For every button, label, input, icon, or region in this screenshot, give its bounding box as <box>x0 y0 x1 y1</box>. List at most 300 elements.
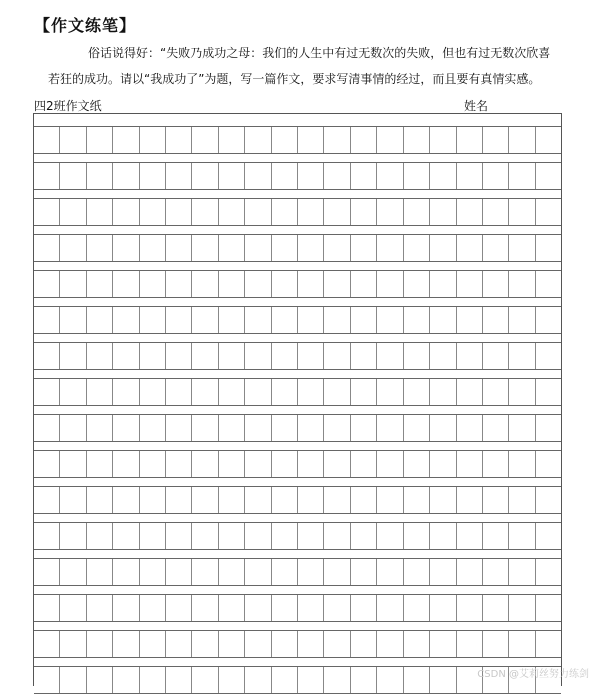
grid-cell <box>166 487 192 513</box>
grid-cell <box>430 487 456 513</box>
grid-cell <box>404 667 430 693</box>
grid-cell <box>272 379 298 405</box>
grid-cell <box>219 307 245 333</box>
grid-cell <box>483 235 509 261</box>
grid-cell <box>166 415 192 441</box>
grid-row <box>34 414 561 442</box>
grid-cell <box>245 667 271 693</box>
grid-cell <box>219 415 245 441</box>
grid-cell <box>298 343 324 369</box>
grid-cell <box>219 451 245 477</box>
grid-cell <box>324 379 350 405</box>
grid-cell <box>245 595 271 621</box>
grid-cell <box>60 415 86 441</box>
grid-cell <box>245 559 271 585</box>
grid-cell <box>87 199 113 225</box>
grid-cell <box>298 451 324 477</box>
grid-cell <box>298 199 324 225</box>
grid-cell <box>272 163 298 189</box>
grid-cell <box>219 163 245 189</box>
grid-cell <box>457 595 483 621</box>
grid-cell <box>87 307 113 333</box>
grid-cell <box>87 667 113 693</box>
grid-cell <box>192 631 218 657</box>
grid-cell <box>272 559 298 585</box>
grid-cell <box>192 163 218 189</box>
grid-cell <box>113 307 139 333</box>
grid-cell <box>219 487 245 513</box>
grid-cell <box>377 343 403 369</box>
grid-cell <box>60 667 86 693</box>
grid-cell <box>113 523 139 549</box>
grid-cell <box>430 559 456 585</box>
grid-cell <box>113 343 139 369</box>
grid-cell <box>192 667 218 693</box>
grid-cell <box>298 523 324 549</box>
grid-cell <box>298 379 324 405</box>
grid-cell <box>166 667 192 693</box>
grid-cell <box>140 487 166 513</box>
grid-cell <box>34 163 60 189</box>
grid-cell <box>324 163 350 189</box>
grid-cell <box>113 163 139 189</box>
grid-cell <box>404 343 430 369</box>
grid-cell <box>60 199 86 225</box>
grid-cell <box>219 235 245 261</box>
grid-cell <box>140 343 166 369</box>
grid-cell <box>298 307 324 333</box>
grid-cell <box>377 127 403 153</box>
grid-cell <box>483 631 509 657</box>
grid-cell <box>140 127 166 153</box>
grid-cell <box>351 127 377 153</box>
grid-cell <box>272 595 298 621</box>
grid-cell <box>219 559 245 585</box>
grid-cell <box>34 523 60 549</box>
grid-cell <box>324 271 350 297</box>
grid-cell <box>483 595 509 621</box>
grid-cell <box>483 379 509 405</box>
grid-cell <box>192 415 218 441</box>
grid-cell <box>509 415 535 441</box>
grid-cell <box>192 379 218 405</box>
grid-cell <box>140 199 166 225</box>
grid-cell <box>60 163 86 189</box>
name-label: 姓名 <box>464 99 489 113</box>
grid-cell <box>483 523 509 549</box>
grid-cell <box>457 343 483 369</box>
grid-cell <box>60 487 86 513</box>
grid-cell <box>536 343 561 369</box>
grid-cell <box>483 307 509 333</box>
grid-cell <box>457 127 483 153</box>
grid-cell <box>298 487 324 513</box>
grid-cell <box>377 559 403 585</box>
grid-cell <box>430 127 456 153</box>
grid-cell <box>351 235 377 261</box>
grid-cell <box>404 415 430 441</box>
grid-cell <box>324 667 350 693</box>
grid-cell <box>430 523 456 549</box>
grid-cell <box>430 235 456 261</box>
grid-cell <box>166 235 192 261</box>
grid-cell <box>483 199 509 225</box>
watermark: CSDN @艾莉丝努力练剑 <box>477 669 589 680</box>
grid-cell <box>140 415 166 441</box>
grid-row <box>34 198 561 226</box>
grid-cell <box>272 523 298 549</box>
grid-cell <box>430 199 456 225</box>
grid-cell <box>34 199 60 225</box>
grid-cell <box>457 235 483 261</box>
grid-cell <box>219 271 245 297</box>
grid-cell <box>536 127 561 153</box>
grid-cell <box>34 379 60 405</box>
grid-cell <box>298 559 324 585</box>
grid-cell <box>377 163 403 189</box>
grid-cell <box>536 523 561 549</box>
grid-cell <box>166 307 192 333</box>
grid-cell <box>324 343 350 369</box>
grid-cell <box>377 271 403 297</box>
grid-cell <box>192 451 218 477</box>
grid-cell <box>87 379 113 405</box>
grid-cell <box>509 271 535 297</box>
grid-cell <box>351 631 377 657</box>
grid-cell <box>272 235 298 261</box>
grid-cell <box>166 199 192 225</box>
grid-cell <box>483 487 509 513</box>
grid-cell <box>60 595 86 621</box>
grid-cell <box>140 307 166 333</box>
grid-cell <box>536 307 561 333</box>
grid-cell <box>60 235 86 261</box>
grid-cell <box>140 271 166 297</box>
grid-cell <box>34 559 60 585</box>
grid-cell <box>245 343 271 369</box>
grid-cell <box>457 415 483 441</box>
grid-cell <box>113 271 139 297</box>
grid-row <box>34 270 561 298</box>
grid-cell <box>87 559 113 585</box>
grid-cell <box>113 559 139 585</box>
grid-cell <box>113 379 139 405</box>
grid-cell <box>324 199 350 225</box>
grid-cell <box>219 595 245 621</box>
grid-cell <box>245 487 271 513</box>
prompt-line-1: 俗话说得好：“失败乃成功之母：我们的人生中有过无数次的失败，但也有过无数次欣喜 <box>88 46 551 60</box>
grid-row <box>34 486 561 514</box>
grid-cell <box>34 451 60 477</box>
grid-cell <box>430 631 456 657</box>
grid-cell <box>140 379 166 405</box>
grid-cell <box>87 631 113 657</box>
grid-cell <box>430 307 456 333</box>
grid-cell <box>219 379 245 405</box>
grid-row <box>34 306 561 334</box>
grid-cell <box>192 343 218 369</box>
grid-cell <box>34 487 60 513</box>
grid-cell <box>351 415 377 441</box>
grid-cell <box>457 559 483 585</box>
grid-cell <box>113 595 139 621</box>
grid-cell <box>324 631 350 657</box>
grid-cell <box>298 163 324 189</box>
grid-cell <box>351 379 377 405</box>
grid-cell <box>272 631 298 657</box>
grid-cell <box>404 271 430 297</box>
grid-cell <box>457 199 483 225</box>
grid-cell <box>192 271 218 297</box>
grid-cell <box>272 451 298 477</box>
grid-cell <box>404 451 430 477</box>
grid-cell <box>509 163 535 189</box>
grid-cell <box>377 451 403 477</box>
grid-cell <box>87 127 113 153</box>
grid-cell <box>60 379 86 405</box>
grid-cell <box>140 163 166 189</box>
grid-cell <box>430 163 456 189</box>
grid-cell <box>166 343 192 369</box>
grid-cell <box>351 667 377 693</box>
grid-cell <box>351 451 377 477</box>
grid-cell <box>509 343 535 369</box>
grid-cell <box>404 595 430 621</box>
grid-cell <box>87 415 113 441</box>
grid-cell <box>245 415 271 441</box>
grid-cell <box>166 523 192 549</box>
grid-cell <box>324 559 350 585</box>
grid-cell <box>192 307 218 333</box>
grid-cell <box>272 307 298 333</box>
grid-cell <box>536 595 561 621</box>
grid-cell <box>34 595 60 621</box>
grid-row <box>34 126 561 154</box>
grid-cell <box>140 523 166 549</box>
grid-cell <box>87 523 113 549</box>
grid-row <box>34 522 561 550</box>
grid-cell <box>192 523 218 549</box>
grid-cell <box>60 523 86 549</box>
grid-cell <box>509 235 535 261</box>
grid-cell <box>298 235 324 261</box>
grid-cell <box>140 667 166 693</box>
grid-cell <box>245 235 271 261</box>
grid-cell <box>298 595 324 621</box>
grid-cell <box>404 631 430 657</box>
grid-cell <box>192 487 218 513</box>
grid-cell <box>324 523 350 549</box>
grid-row <box>34 162 561 190</box>
grid-cell <box>272 199 298 225</box>
grid-cell <box>34 271 60 297</box>
grid-cell <box>192 559 218 585</box>
grid-cell <box>192 127 218 153</box>
grid-cell <box>351 595 377 621</box>
grid-cell <box>192 595 218 621</box>
grid-cell <box>509 307 535 333</box>
grid-cell <box>140 631 166 657</box>
writing-grid <box>33 113 562 686</box>
grid-row <box>34 378 561 406</box>
grid-cell <box>536 631 561 657</box>
grid-cell <box>483 163 509 189</box>
grid-cell <box>272 487 298 513</box>
grid-cell <box>245 631 271 657</box>
grid-cell <box>166 631 192 657</box>
grid-cell <box>245 523 271 549</box>
grid-cell <box>351 559 377 585</box>
grid-cell <box>34 235 60 261</box>
grid-cell <box>219 199 245 225</box>
grid-cell <box>113 487 139 513</box>
grid-cell <box>483 559 509 585</box>
grid-cell <box>509 451 535 477</box>
grid-cell <box>140 595 166 621</box>
grid-cell <box>351 487 377 513</box>
page-title: 【作文练笔】 <box>34 16 137 35</box>
grid-cell <box>457 451 483 477</box>
grid-cell <box>245 307 271 333</box>
grid-cell <box>457 487 483 513</box>
grid-cell <box>219 631 245 657</box>
grid-cell <box>34 667 60 693</box>
grid-cell <box>245 199 271 225</box>
grid-cell <box>192 199 218 225</box>
grid-cell <box>536 451 561 477</box>
grid-cell <box>377 415 403 441</box>
grid-cell <box>140 451 166 477</box>
grid-cell <box>166 559 192 585</box>
grid-cell <box>430 271 456 297</box>
grid-cell <box>430 451 456 477</box>
grid-cell <box>166 127 192 153</box>
grid-row <box>34 594 561 622</box>
grid-cell <box>113 127 139 153</box>
grid-cell <box>272 415 298 441</box>
grid-cell <box>166 379 192 405</box>
grid-cell <box>457 307 483 333</box>
grid-cell <box>219 127 245 153</box>
grid-cell <box>351 163 377 189</box>
grid-cell <box>351 307 377 333</box>
grid-cell <box>457 379 483 405</box>
grid-cell <box>60 271 86 297</box>
grid-cell <box>351 199 377 225</box>
grid-cell <box>324 451 350 477</box>
grid-cell <box>457 523 483 549</box>
grid-cell <box>140 559 166 585</box>
grid-cell <box>404 487 430 513</box>
grid-cell <box>87 343 113 369</box>
grid-cell <box>483 415 509 441</box>
grid-cell <box>404 307 430 333</box>
grid-cell <box>272 271 298 297</box>
grid-cell <box>324 595 350 621</box>
grid-cell <box>404 559 430 585</box>
grid-cell <box>536 487 561 513</box>
grid-cell <box>113 235 139 261</box>
grid-cell <box>60 631 86 657</box>
grid-cell <box>219 667 245 693</box>
grid-cell <box>509 631 535 657</box>
grid-cell <box>34 415 60 441</box>
grid-cell <box>298 631 324 657</box>
grid-cell <box>245 271 271 297</box>
grid-cell <box>483 127 509 153</box>
grid-cell <box>298 667 324 693</box>
grid-cell <box>34 307 60 333</box>
grid-cell <box>87 235 113 261</box>
grid-cell <box>166 163 192 189</box>
grid-cell <box>219 343 245 369</box>
grid-cell <box>60 343 86 369</box>
grid-cell <box>298 271 324 297</box>
grid-cell <box>457 631 483 657</box>
grid-cell <box>404 523 430 549</box>
grid-cell <box>113 451 139 477</box>
grid-cell <box>166 451 192 477</box>
grid-cell <box>219 523 245 549</box>
grid-cell <box>272 667 298 693</box>
grid-cell <box>377 667 403 693</box>
grid-cell <box>87 595 113 621</box>
grid-cell <box>404 379 430 405</box>
grid-cell <box>404 235 430 261</box>
grid-row <box>34 558 561 586</box>
grid-cell <box>113 667 139 693</box>
grid-cell <box>60 307 86 333</box>
grid-cell <box>509 523 535 549</box>
grid-row <box>34 342 561 370</box>
grid-cell <box>324 235 350 261</box>
grid-cell <box>60 559 86 585</box>
grid-cell <box>60 451 86 477</box>
grid-cell <box>140 235 166 261</box>
grid-cell <box>272 343 298 369</box>
grid-cell <box>536 235 561 261</box>
grid-cell <box>166 595 192 621</box>
grid-cell <box>87 487 113 513</box>
grid-cell <box>298 127 324 153</box>
grid-cell <box>377 631 403 657</box>
grid-cell <box>324 127 350 153</box>
grid-cell <box>536 559 561 585</box>
grid-cell <box>404 127 430 153</box>
grid-cell <box>536 415 561 441</box>
grid-cell <box>245 127 271 153</box>
grid-cell <box>351 343 377 369</box>
grid-cell <box>536 379 561 405</box>
grid-cell <box>87 451 113 477</box>
grid-cell <box>324 307 350 333</box>
grid-cell <box>113 415 139 441</box>
grid-cell <box>34 343 60 369</box>
grid-cell <box>245 163 271 189</box>
grid-cell <box>377 307 403 333</box>
class-label: 四2班作文纸 <box>34 99 102 113</box>
grid-cell <box>60 127 86 153</box>
grid-cell <box>457 163 483 189</box>
grid-cell <box>87 163 113 189</box>
grid-cell <box>483 343 509 369</box>
grid-cell <box>430 415 456 441</box>
grid-cell <box>430 595 456 621</box>
grid-row <box>34 630 561 658</box>
grid-cell <box>536 271 561 297</box>
grid-row <box>34 234 561 262</box>
grid-cell <box>509 199 535 225</box>
